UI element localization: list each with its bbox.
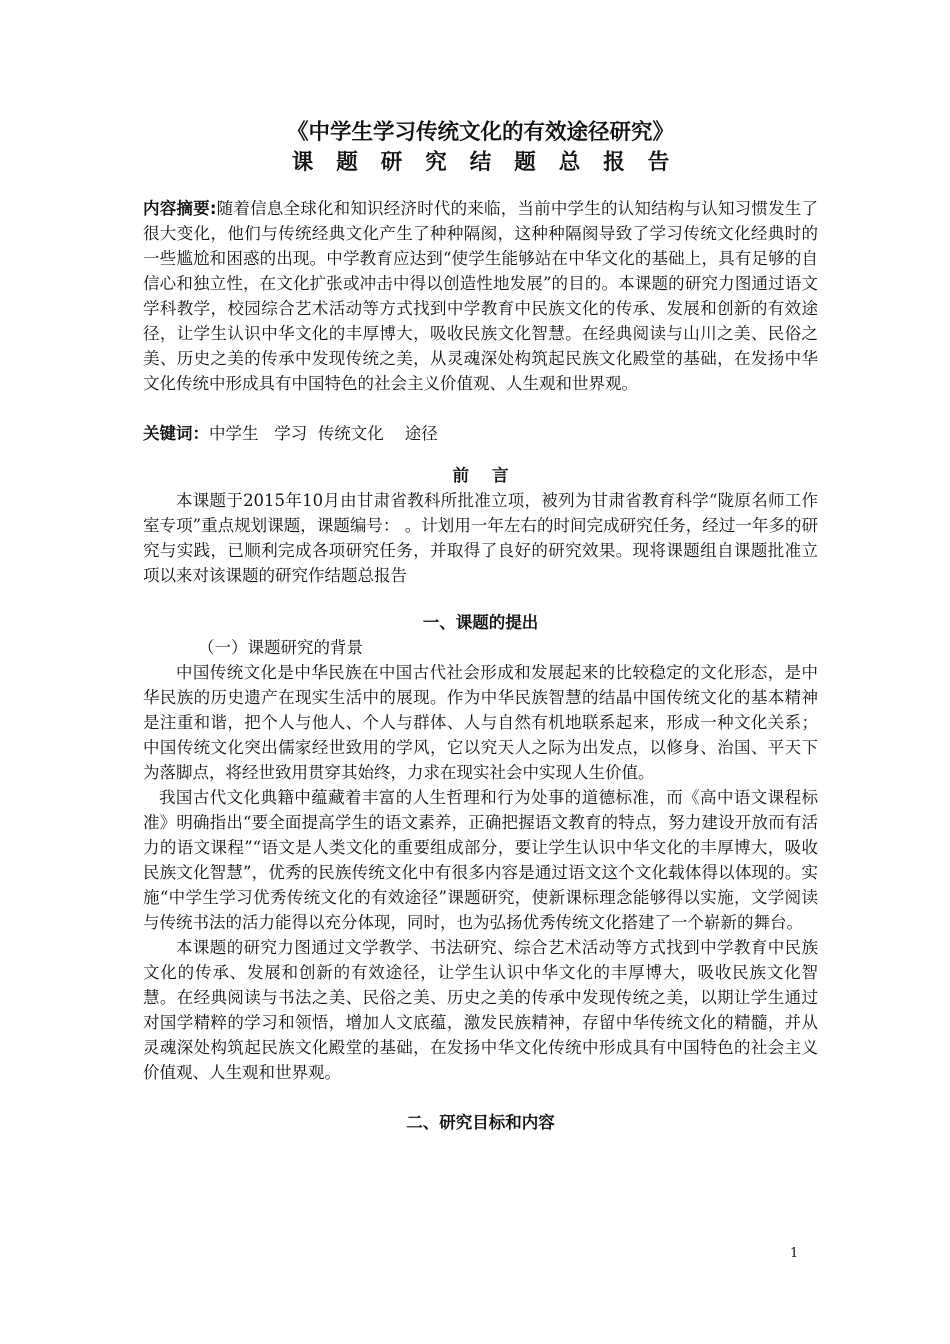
section1-heading: 一、课题的提出 [422, 613, 539, 632]
document-title: 《中学生学习传统文化的有效途径研究》 [286, 120, 674, 145]
section2-heading: 二、研究目标和内容 [406, 1113, 555, 1132]
keywords-text: 中学生 学习 传统文化 途径 [209, 424, 438, 443]
abstract-paragraph [143, 196, 818, 396]
section1-paragraph-3: 本课题的研究力图通过文学教学、书法研究、综合艺术活动等方式找到中学教育中民族文化的传承、发展和创新的有效途径，让学生认识中华文化的丰厚博大，吸收民族文化智慧。在经典阅读与书法之美、民俗之美、历史之美的传承中发现传统之美，以期让学生通过对国学精粹的学习和领悟，增加人文底蕴，激发民族精神，存留中华传统文化的精髓，并从灵魂深处构筑起民族文化殿堂的基础，在发扬中华文化传统中形成具有中国特色的社会主义价值观、人生观和世界观。 [143, 938, 818, 1082]
abstract-label: 内容摘要: [143, 199, 217, 218]
preface-heading: 前 言 [452, 466, 509, 485]
document-body [143, 118, 818, 1135]
section1-paragraph-1: 中国传统文化是中华民族在中国古代社会形成和发展起来的比较稳定的文化形态，是中华民族的历史遗产在现实生活中的展现。作为中华民族智慧的结晶中国传统文化的基本精神是注重和谐，把个人与他人、个人与群体、人与自然有机地联系起来，形成一种文化关系；中国传统文化突出儒家经世致用的学风，它以究天人之际为出发点，以修身、治国、平天下为落脚点，将经世致用贯穿其始终，力求在现实社会中实现人生价值。 [143, 663, 818, 782]
section1-subheading: （一）课题研究的背景 [198, 638, 363, 657]
preface-paragraph: 本课题于2015年10月由甘肃省教科所批准立项，被列为甘肃省教育科学“陇原名师工作室专项”重点规划课题，课题编号： 。计划用一年左右的时间完成研究任务，经过一年多的研究与实践，已顺利完成各项研究任务，并取得了良好的研究效果。现将课题组自课题批准立项以来对该课题的研究作结题总报告 [143, 491, 818, 585]
keywords-label: 关键词： [143, 424, 209, 443]
page-number: 1 [790, 1246, 799, 1261]
keywords-line [143, 421, 818, 446]
document-subtitle: 课题研究结题总报告 [291, 150, 693, 175]
abstract-text: 随着信息全球化和知识经济时代的来临，当前中学生的认知结构与认知习惯发生了很大变化，他们与传统经典文化产生了种种隔阂，这种种隔阂导致了学习传统文化经典时的一些尴尬和困惑的出现。中学教育应达到“使学生能够站在中华文化的基础上，具有足够的自信心和独立性，在文化扩张或冲击中得以创造性地发展”的目的。本课题的研究力图通过语文学科教学，校园综合艺术活动等方式找到中学教育中民族文化的传承、发展和创新的有效途径，让学生认识中华文化的丰厚博大，吸收民族文化智慧。在经典阅读与山川之美、民俗之美、历史之美的传承中发现传统之美，从灵魂深处构筑起民族文化殿堂的基础，在发扬中华文化传统中形成具有中国特色的社会主义价值观、人生观和世界观。 [143, 199, 818, 393]
section1-paragraph-2: 我国古代文化典籍中蕴藏着丰富的人生哲理和行为处事的道德标准，而《高中语文课程标准》明确指出“要全面提高学生的语文素养，正确把握语文教育的特点，努力建设开放而有活力的语文课程”“语文是人类文化的重要组成部分，要让学生认识中华文化的丰厚博大，吸收民族文化智慧”，优秀的民族传统文化中有很多内容是通过语文这个文化载体得以体现的。实施“中学生学习优秀传统文化的有效途径”课题研究，使新课标理念能够得以实施，文学阅读与传统书法的活力能得以充分体现，同时，也为弘扬优秀传统文化搭建了一个崭新的舞台。 [143, 788, 818, 932]
